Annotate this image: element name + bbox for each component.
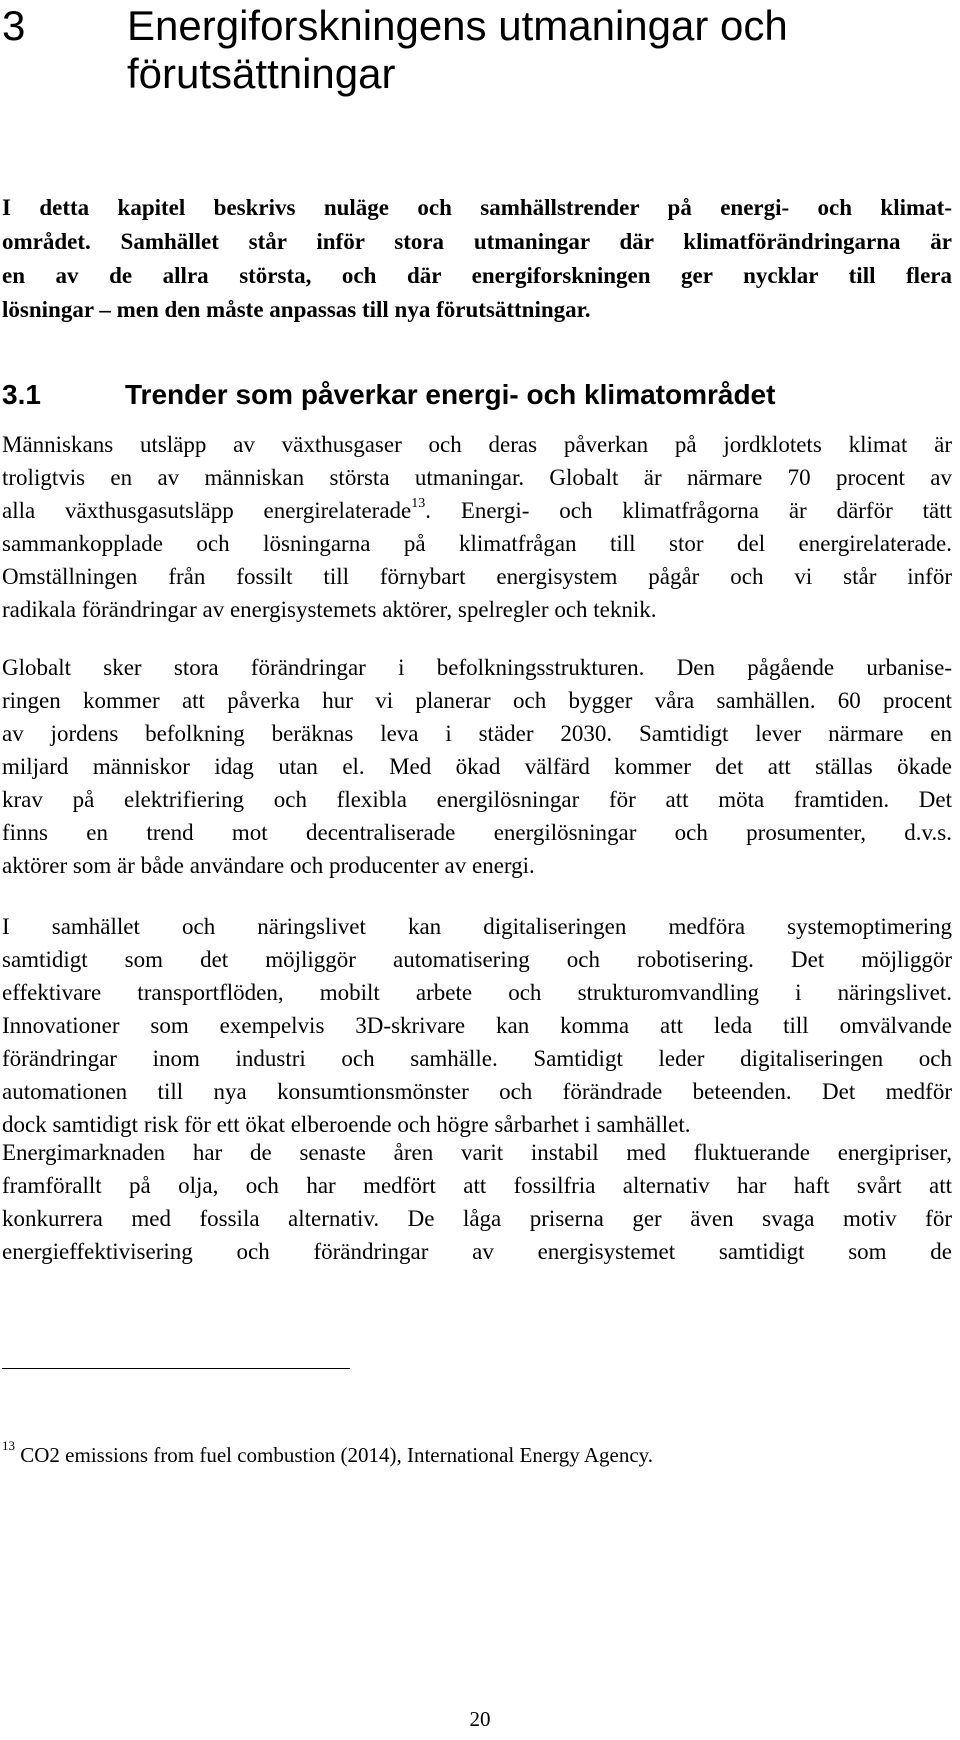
chapter-number: 3 bbox=[2, 2, 26, 49]
paragraph-line-end: . Energi- och klimatfrågorna är därför tätt bbox=[425, 498, 952, 523]
section-title: Trender som påverkar energi- och klimatområdet bbox=[125, 379, 776, 410]
paragraph-line: I samhället och näringslivet kan digitaliseringen medföra systemoptimering bbox=[2, 914, 952, 939]
paragraph-line: av jordens befolkning beräknas leva i städer 2030. Samtidigt lever närmare en bbox=[2, 721, 952, 746]
paragraph-line: samtidigt som det möjliggör automatisering och robotisering. Det möjliggör bbox=[2, 947, 952, 972]
intro-paragraph bbox=[2, 191, 952, 327]
paragraph-line: Omställningen från fossilt till förnybart energisystem pågår och vi står inför bbox=[2, 564, 952, 589]
footnote-reference[interactable]: 13 bbox=[411, 496, 426, 512]
paragraph-1 bbox=[2, 428, 952, 626]
footnote-marker: 13 bbox=[2, 1438, 15, 1453]
footnote-separator bbox=[2, 1368, 350, 1369]
paragraph-2 bbox=[2, 651, 952, 882]
paragraph-line: finns en trend mot decentraliserade energilösningar och prosumenter, d.v.s. bbox=[2, 820, 952, 845]
paragraph-line: Människans utsläpp av växthusgaser och deras påverkan på jordklotets klimat är bbox=[2, 432, 952, 457]
paragraph-line: förändringar inom industri och samhälle. Samtidigt leder digitaliseringen och bbox=[2, 1046, 952, 1071]
intro-line: området. Samhället står inför stora utmaningar där klimatförändringarna är bbox=[2, 229, 952, 254]
chapter-heading bbox=[0, 2, 955, 98]
chapter-title-line-2: förutsättningar bbox=[127, 50, 396, 97]
paragraph-line: framförallt på olja, och har medfört att fossilfria alternativ har haft svårt att bbox=[2, 1173, 952, 1198]
paragraph-line: miljard människor idag utan el. Med ökad välfärd kommer det att ställas ökade bbox=[2, 754, 952, 779]
footnote-text: CO2 emissions from fuel combustion (2014), International Energy Agency. bbox=[20, 1443, 654, 1467]
chapter-title-line-1: Energiforskningens utmaningar och bbox=[127, 2, 788, 49]
page-number: 20 bbox=[469, 1707, 491, 1731]
paragraph-line: Energimarknaden har de senaste åren varit instabil med fluktuerande energipriser, bbox=[2, 1140, 952, 1165]
paragraph-line: ringen kommer att påverka hur vi planerar och bygger våra samhällen. 60 procent bbox=[2, 688, 952, 713]
paragraph-3 bbox=[2, 910, 952, 1141]
paragraph-line: krav på elektrifiering och flexibla energilösningar för att möta framtiden. Det bbox=[2, 787, 952, 812]
intro-line: lösningar – men den måste anpassas till nya förutsättningar. bbox=[2, 297, 591, 322]
paragraph-line: sammankopplade och lösningarna på klimatfrågan till stor del energirelaterade. bbox=[2, 531, 952, 556]
intro-line: en av de allra största, och där energiforskningen ger nycklar till flera bbox=[2, 263, 952, 288]
section-number: 3.1 bbox=[2, 379, 41, 410]
paragraph-line: aktörer som är både användare och producenter av energi. bbox=[2, 853, 535, 878]
paragraph-line: radikala förändringar av energisystemets aktörer, spelregler och teknik. bbox=[2, 597, 657, 622]
paragraph-line: konkurrera med fossila alternativ. De låga priserna ger även svaga motiv för bbox=[2, 1206, 952, 1231]
paragraph-line-start: alla växthusgasutsläpp energirelaterade bbox=[2, 498, 412, 523]
paragraph-line: dock samtidigt risk för ett ökat elberoende och högre sårbarhet i samhället. bbox=[2, 1112, 691, 1137]
paragraph-4 bbox=[2, 1136, 952, 1268]
footnote bbox=[2, 1440, 952, 1470]
paragraph-line: energieffektivisering och förändringar av energisystemet samtidigt som de bbox=[2, 1239, 952, 1264]
paragraph-line: automationen till nya konsumtionsmönster och förändrade beteenden. Det medför bbox=[2, 1079, 952, 1104]
paragraph-line bbox=[2, 494, 952, 527]
paragraph-line: troligtvis en av människan största utmaningar. Globalt är närmare 70 procent av bbox=[2, 465, 952, 490]
paragraph-line: effektivare transportflöden, mobilt arbete och strukturomvandling i näringslivet. bbox=[2, 980, 952, 1005]
paragraph-line: Innovationer som exempelvis 3D-skrivare kan komma att leda till omvälvande bbox=[2, 1013, 952, 1038]
intro-line: I detta kapitel beskrivs nuläge och samhällstrender på energi- och klimat- bbox=[2, 195, 952, 220]
section-heading bbox=[2, 377, 957, 413]
paragraph-line: Globalt sker stora förändringar i befolkningsstrukturen. Den pågående urbanise- bbox=[2, 655, 952, 680]
